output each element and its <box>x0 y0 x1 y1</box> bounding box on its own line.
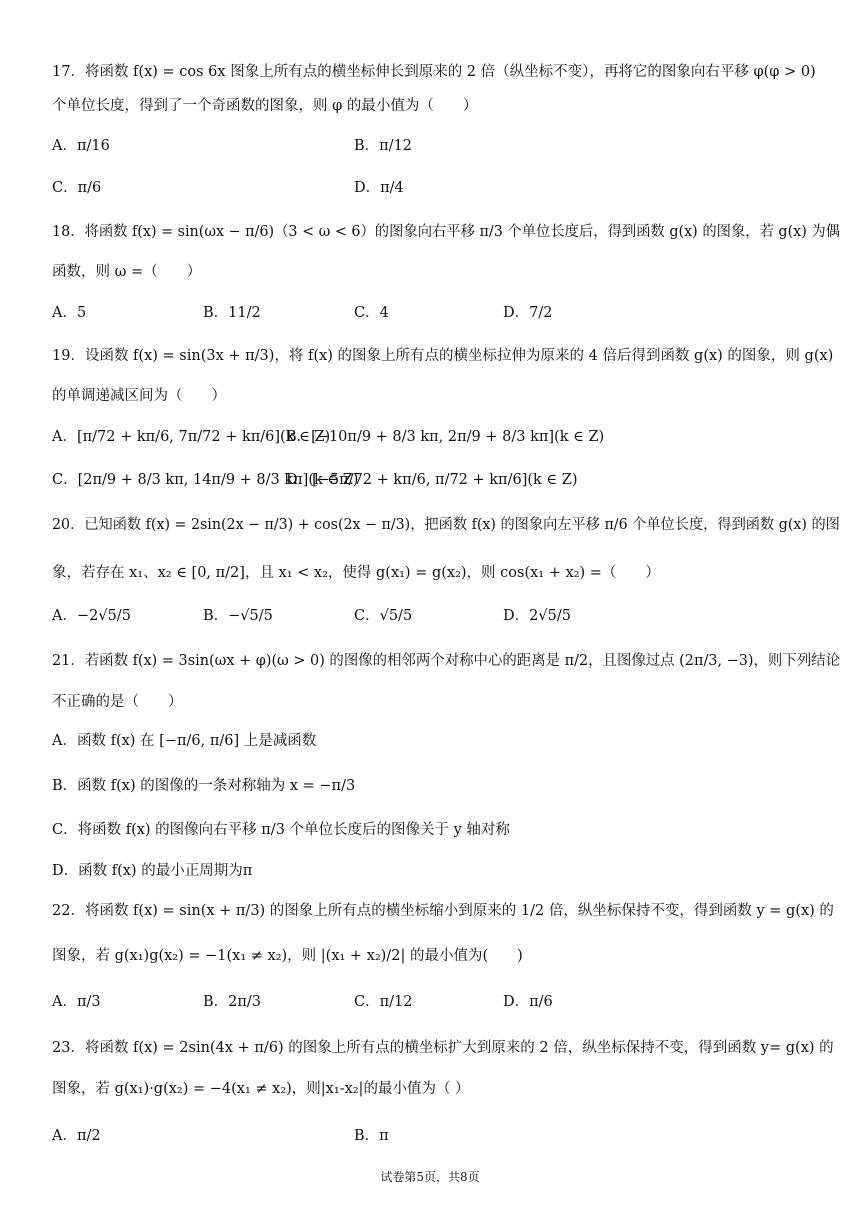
q17-option-d: D．π/4 <box>354 180 404 196</box>
q17-option-c: C．π/6 <box>52 180 102 196</box>
page-footer: 试卷第5页，共8页 <box>380 1170 480 1184</box>
q22-option-c: C．π/12 <box>354 994 413 1010</box>
q17-stem-line2: 个单位长度，得到了一个奇函数的图象，则 φ 的最小值为（ ） <box>52 98 478 114</box>
q21-option-d: D．函数 f(x) 的最小正周期为π <box>52 863 253 879</box>
q18-stem-line1: 18．将函数 f(x) = sin(ωx − π/6)（3 < ω < 6）的图象向右平移 π/3 个单位长度后，得到函数 g(x) 的图象，若 g(x) 为偶 <box>52 224 841 240</box>
q21-stem-line1: 21．若函数 f(x) = 3sin(ωx + φ)(ω > 0) 的图像的相邻两个对称中心的距离是 π/2，且图像过点 (2π/3, −3)，则下列结论 <box>52 653 840 669</box>
q19-option-a: A．[π/72 + kπ/6, 7π/72 + kπ/6](k ∈ Z) <box>52 429 331 445</box>
q22-option-a: A．π/3 <box>52 994 101 1010</box>
q21-option-b: B．函数 f(x) 的图像的一条对称轴为 x = −π/3 <box>52 778 356 794</box>
q18-option-b: B．11/2 <box>203 305 261 321</box>
q19-option-b: B．[−10π/9 + 8/3 kπ, 2π/9 + 8/3 kπ](k ∈ Z) <box>286 429 605 445</box>
q19-option-d: D．[−5π/72 + kπ/6, π/72 + kπ/6](k ∈ Z) <box>286 472 578 488</box>
q18-option-a: A．5 <box>52 305 87 321</box>
q18-stem-line2: 函数，则 ω =（ ） <box>52 264 202 280</box>
q19-stem-line1: 19．设函数 f(x) = sin(3x + π/3)，将 f(x) 的图象上所有点的横坐标拉伸为原来的 4 倍后得到函数 g(x) 的图象，则 g(x) <box>52 348 834 364</box>
q23-option-b: B．π <box>354 1128 389 1144</box>
q22-stem-line1: 22．将函数 f(x) = sin(x + π/3) 的图象上所有点的横坐标缩小到原来的 1/2 倍，纵坐标保持不变，得到函数 y = g(x) 的 <box>52 903 834 919</box>
q17-option-b: B．π/12 <box>354 138 413 154</box>
q20-option-d: D．2√5/5 <box>503 608 571 624</box>
q22-stem-line2: 图象，若 g(x₁)g(x₂) = −1(x₁ ≠ x₂)，则 |(x₁ + x₂)/2| 的最小值为( ) <box>52 948 523 964</box>
q20-option-b: B．−√5/5 <box>203 608 273 624</box>
q22-option-d: D．π/6 <box>503 994 553 1010</box>
q18-option-d: D．7/2 <box>503 305 553 321</box>
q19-stem-line2: 的单调递减区间为（ ） <box>52 388 226 404</box>
q20-option-c: C．√5/5 <box>354 608 413 624</box>
q23-stem-line1: 23．将函数 f(x) = 2sin(4x + π/6) 的图象上所有点的横坐标扩大到原来的 2 倍，纵坐标保持不变，得到函数 y= g(x) 的 <box>52 1040 834 1056</box>
q23-stem-line2: 图象，若 g(x₁)·g(x₂) = −4(x₁ ≠ x₂)，则|x₁-x₂|的最小值为（ ） <box>52 1081 470 1097</box>
q21-stem-line2: 不正确的是（ ） <box>52 694 183 710</box>
q17-stem-line1: 17．将函数 f(x) = cos 6x 图象上所有点的横坐标伸长到原来的 2 倍（纵坐标不变），再将它的图象向右平移 φ(φ > 0) <box>52 64 816 80</box>
q22-option-b: B．2π/3 <box>203 994 262 1010</box>
q17-option-a: A．π/16 <box>52 138 110 154</box>
q23-option-a: A．π/2 <box>52 1128 101 1144</box>
q20-stem-line1: 20．已知函数 f(x) = 2sin(2x − π/3) + cos(2x − π/3)，把函数 f(x) 的图象向左平移 π/6 个单位长度，得到函数 g(x) 的图 <box>52 517 840 533</box>
q20-stem-line2: 象，若存在 x₁、x₂ ∈ [0, π/2]，且 x₁ < x₂，使得 g(x₁) = g(x₂)，则 cos(x₁ + x₂) =（ ） <box>52 565 660 581</box>
q21-option-c: C．将函数 f(x) 的图像向右平移 π/3 个单位长度后的图像关于 y 轴对称 <box>52 822 510 838</box>
q21-option-a: A．函数 f(x) 在 [−π/6, π/6] 上是减函数 <box>52 733 317 749</box>
q18-option-c: C．4 <box>354 305 389 321</box>
q19-option-c: C．[2π/9 + 8/3 kπ, 14π/9 + 8/3 kπ](k ∈ Z) <box>52 472 359 488</box>
q20-option-a: A．−2√5/5 <box>52 608 131 624</box>
